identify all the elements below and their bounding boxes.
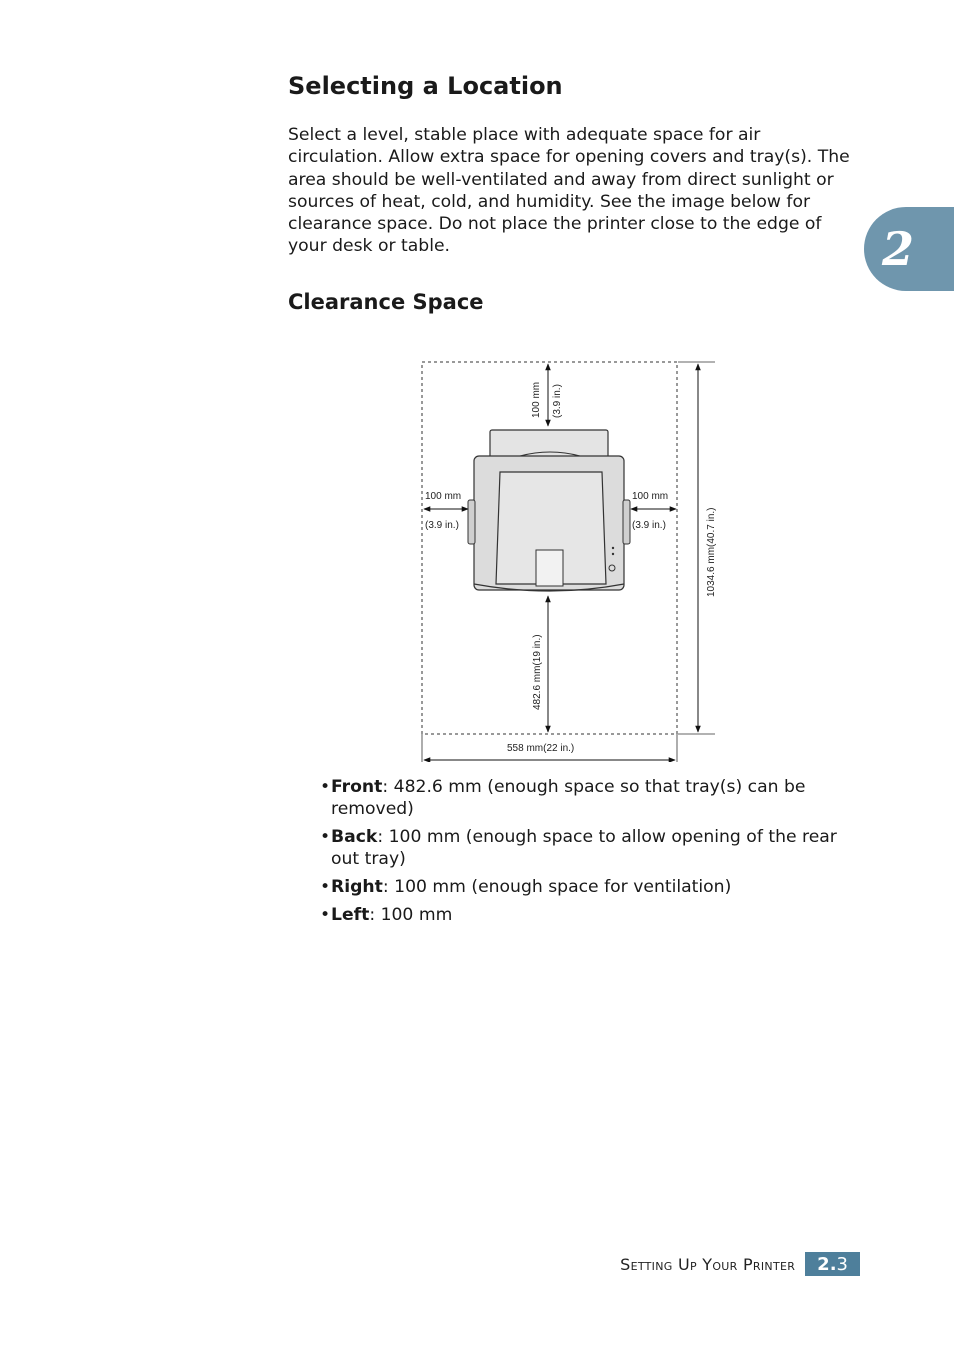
clearance-diagram	[410, 352, 720, 762]
chapter-number: 2	[881, 222, 914, 276]
total-depth-label: 1034.6 mm(40.7 in.)	[706, 507, 717, 597]
page-number-badge: 2. 3	[805, 1252, 860, 1276]
chapter-tab	[864, 207, 954, 291]
clearance-list	[320, 776, 855, 932]
right-clearance-mm: 100 mm	[632, 491, 669, 502]
list-item: • Right: 100 mm (enough space for ventilation)	[320, 877, 732, 898]
list-item: • Left: 100 mm	[320, 904, 453, 925]
list-item: • Front: 482.6 mm (enough space so that tray(s) can be removed)	[320, 777, 806, 820]
list-item: • Back: 100 mm (enough space to allow opening of the rear out tray)	[320, 827, 837, 870]
right-clearance-in: (3.9 in.)	[632, 520, 666, 531]
intro-paragraph: Select a level, stable place with adequate space for air circulation. Allow extra space for opening covers and tray(s). The area should be well-ventilated and away from direct sunlight or sources of heat, cold, and humidity. See the image below for clearance space. Do not place the printer close to the edge of your desk or table.	[288, 125, 850, 257]
page-footer	[620, 1252, 860, 1276]
printer-top-view-icon	[468, 430, 630, 591]
back-clearance-mm: 100 mm	[531, 381, 542, 418]
left-clearance-mm: 100 mm	[425, 491, 462, 502]
back-clearance-in: (3.9 in.)	[552, 384, 563, 418]
total-width-label: 558 mm(22 in.)	[507, 743, 575, 754]
left-clearance-in: (3.9 in.)	[425, 520, 459, 531]
section-heading-clearance-space: Clearance Space	[288, 290, 484, 314]
section-heading-selecting-location: Selecting a Location	[288, 72, 563, 100]
front-clearance-label: 482.6 mm(19 in.)	[532, 634, 543, 710]
footer-section-title: Setting Up Your Printer	[620, 1254, 796, 1274]
